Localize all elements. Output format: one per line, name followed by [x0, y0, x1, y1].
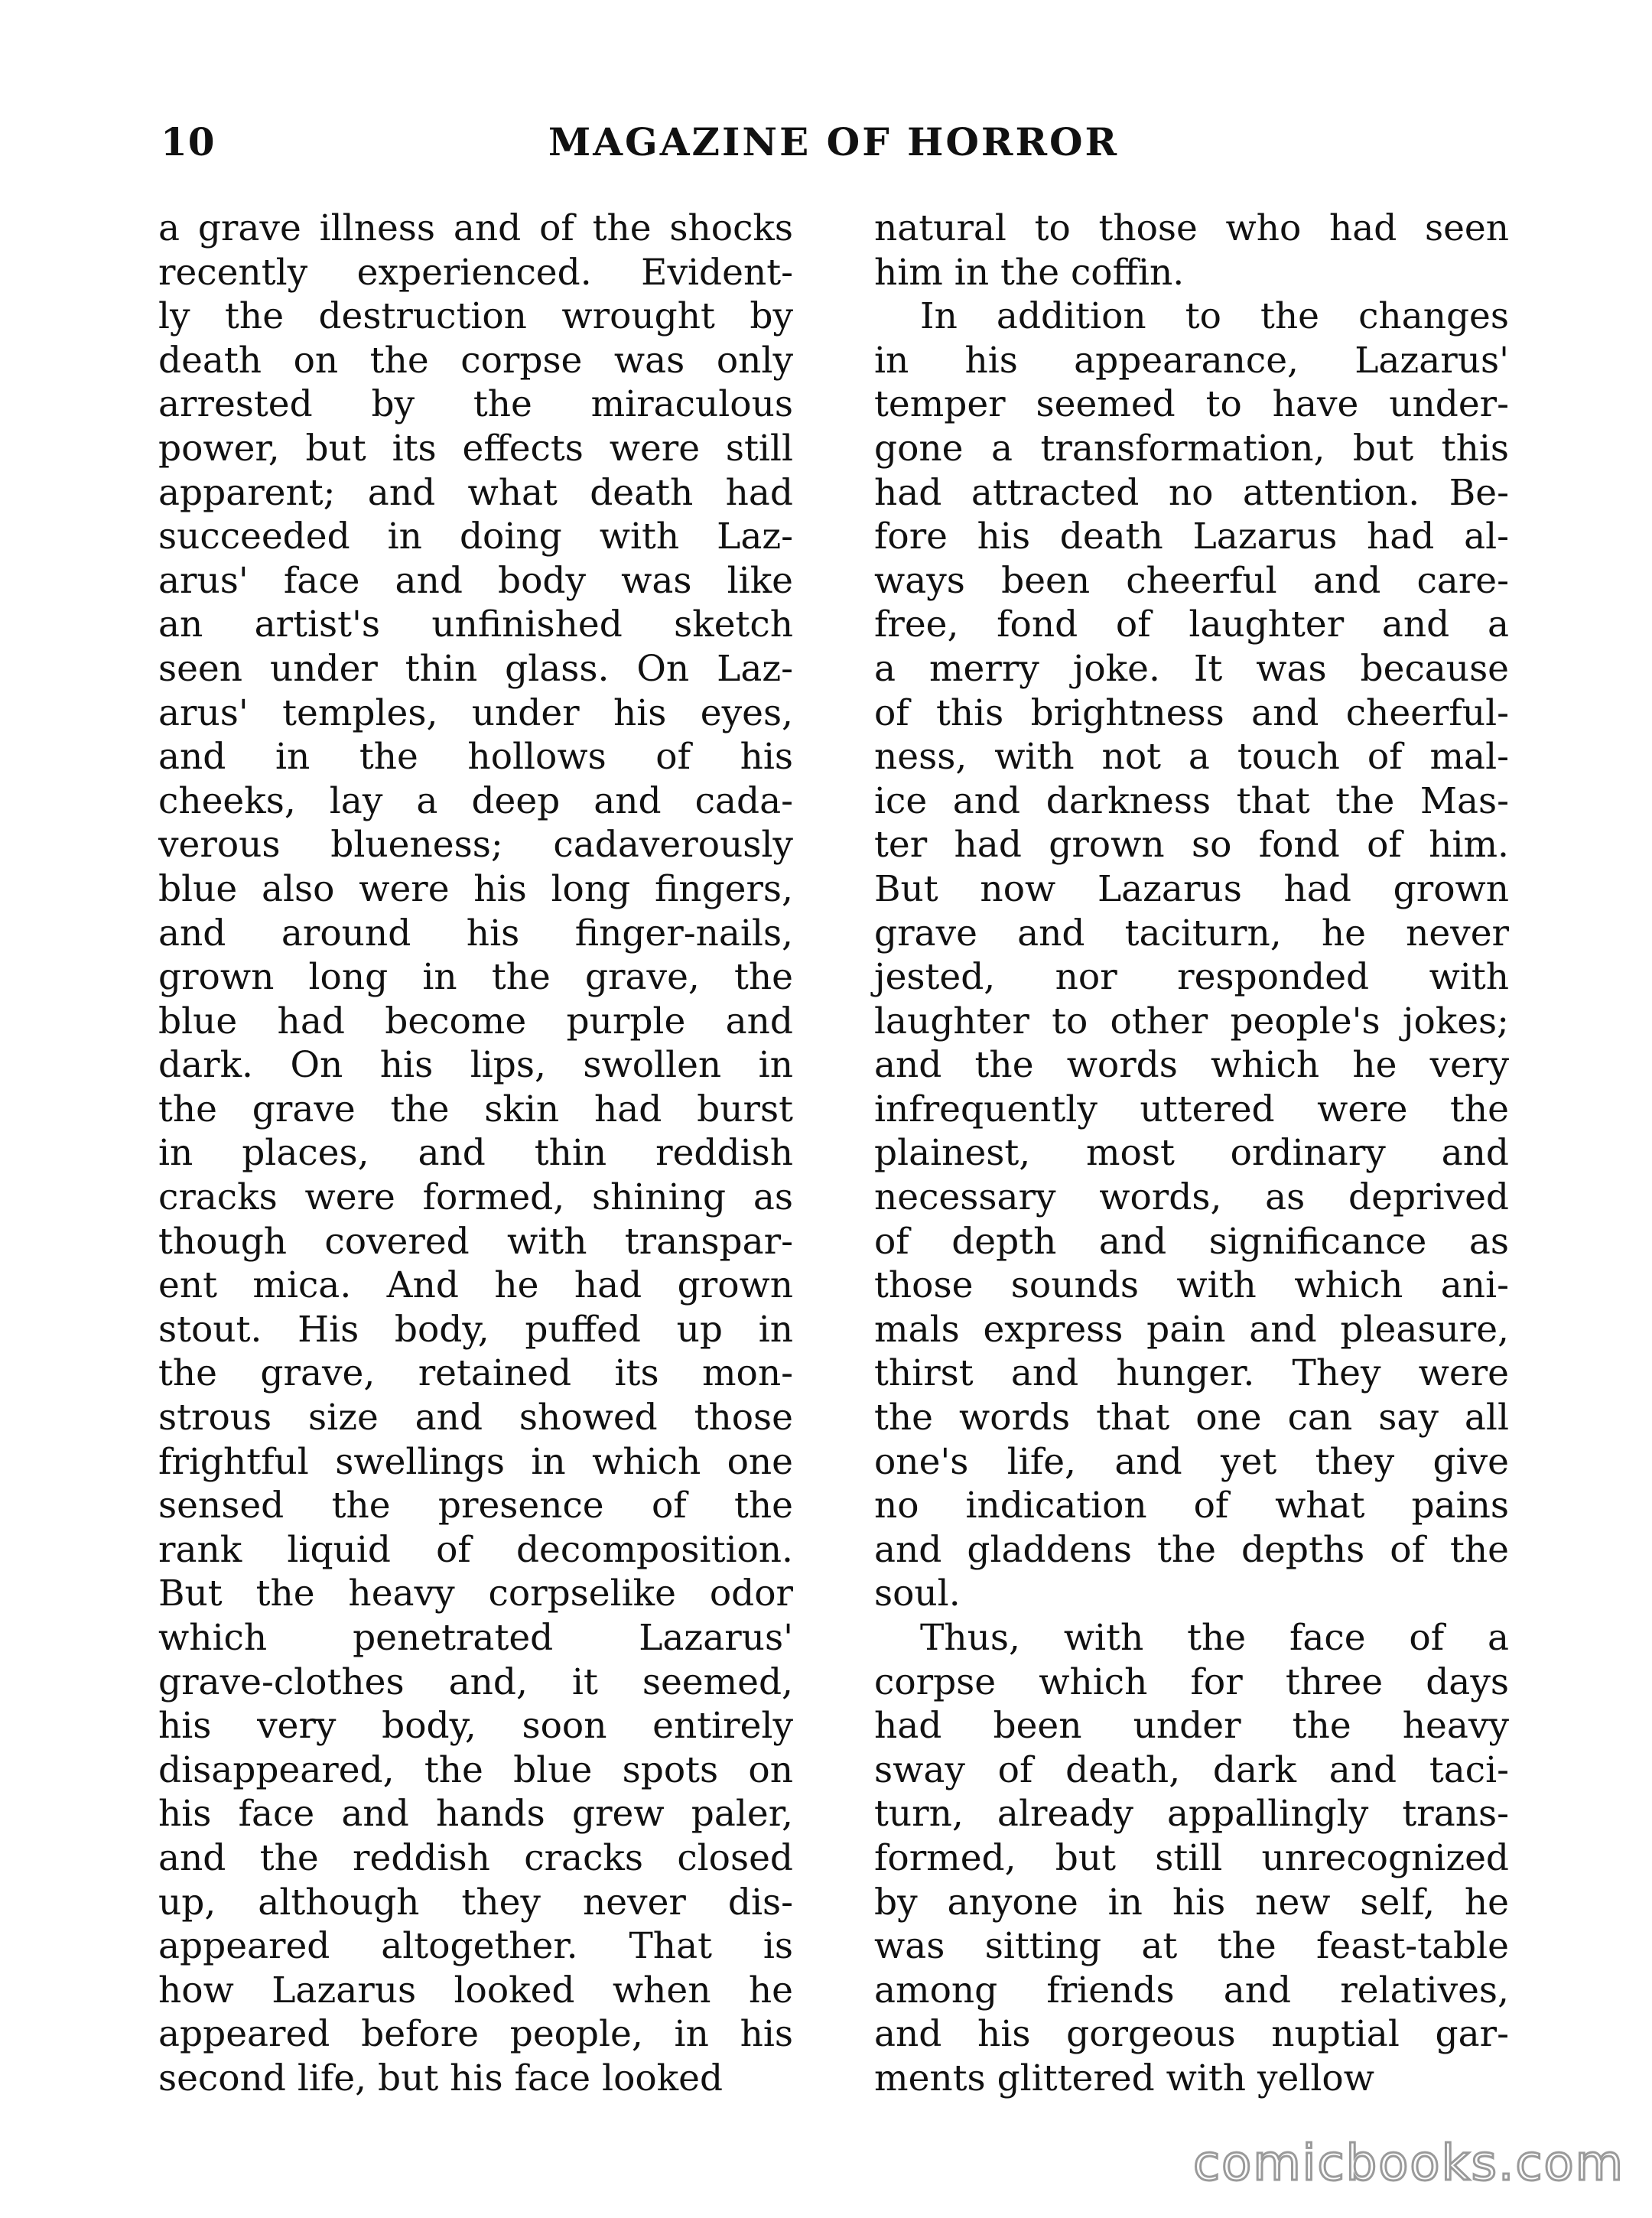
- text-line: no indication of what pains: [874, 1485, 1509, 1527]
- text-line: mals express pain and pleasure,: [874, 1308, 1509, 1351]
- text-line: and the words which he very: [874, 1044, 1509, 1087]
- text-line: had attracted no attention. Be-: [874, 471, 1509, 514]
- text-line: cracks were formed, shining as: [158, 1176, 793, 1219]
- text-line: seen under thin glass. On Laz-: [158, 647, 793, 690]
- text-line: grave and taciturn, he never: [874, 912, 1509, 955]
- text-line: the grave, retained its mon-: [158, 1352, 793, 1395]
- text-line: formed, but still unrecognized: [874, 1836, 1509, 1879]
- text-line: ly the destruction wrought by: [158, 295, 793, 338]
- text-line: disappeared, the blue spots on: [158, 1748, 793, 1791]
- text-line: blue had become purple and: [158, 1000, 793, 1042]
- text-line: his very body, soon entirely: [158, 1705, 793, 1748]
- text-line: the grave the skin had burst: [158, 1088, 793, 1130]
- text-line: plainest, most ordinary and: [874, 1132, 1509, 1175]
- text-line: laughter to other people's jokes;: [874, 1000, 1509, 1042]
- text-line: among friends and relatives,: [874, 1969, 1509, 2011]
- text-line: ments glittered with yellow: [874, 2057, 1374, 2099]
- text-line: rank liquid of decomposition.: [158, 1528, 793, 1571]
- text-line: by anyone in his new self, he: [874, 1881, 1509, 1924]
- text-line: appeared altogether. That is: [158, 1925, 793, 1968]
- text-line: ent mica. And he had grown: [158, 1264, 793, 1307]
- text-line: stout. His body, puffed up in: [158, 1308, 793, 1351]
- text-line: and the reddish cracks closed: [158, 1836, 793, 1879]
- text-line: arus' face and body was like: [158, 559, 793, 602]
- text-line: strous size and showed those: [158, 1397, 793, 1439]
- text-line: sensed the presence of the: [158, 1485, 793, 1527]
- text-line: recently experienced. Evident-: [158, 251, 793, 294]
- text-line: and gladdens the depths of the: [874, 1528, 1509, 1571]
- text-line: one's life, and yet they give: [874, 1440, 1509, 1483]
- text-line: of this brightness and cheerful-: [874, 691, 1509, 734]
- text-line: ways been cheerful and care-: [874, 559, 1509, 602]
- text-line: arrested by the miraculous: [158, 383, 793, 426]
- text-line: blue also were his long fingers,: [158, 867, 793, 910]
- text-line: was sitting at the feast-table: [874, 1925, 1509, 1968]
- watermark: comicbooks.com: [1192, 2135, 1624, 2192]
- text-line: fore his death Lazarus had al-: [874, 515, 1509, 558]
- text-line: apparent; and what death had: [158, 471, 793, 514]
- text-line: and around his finger-nails,: [158, 912, 793, 955]
- text-line: in places, and thin reddish: [158, 1132, 793, 1175]
- text-line: corpse which for three days: [874, 1660, 1509, 1703]
- text-line: had been under the heavy: [874, 1705, 1509, 1748]
- text-line: ice and darkness that the Mas-: [874, 779, 1509, 822]
- running-title: MAGAZINE OF HORROR: [548, 119, 1120, 164]
- text-line: gone a transformation, but this: [874, 427, 1509, 470]
- text-line: natural to those who had seen: [874, 207, 1509, 249]
- text-line: power, but its effects were still: [158, 427, 793, 470]
- text-line: cheeks, lay a deep and cada-: [158, 779, 793, 822]
- left-text-column: [158, 207, 793, 2101]
- text-line: But the heavy corpselike odor: [158, 1572, 793, 1615]
- text-line: an artist's unfinished sketch: [158, 603, 793, 646]
- text-line: the words that one can say all: [874, 1397, 1509, 1439]
- text-line: second life, but his face looked: [158, 2057, 724, 2099]
- page-number: 10: [161, 119, 216, 164]
- text-line: and his gorgeous nuptial gar-: [874, 2013, 1509, 2056]
- text-line: necessary words, as deprived: [874, 1176, 1509, 1219]
- text-line: grave-clothes and, it seemed,: [158, 1660, 793, 1703]
- text-line: him in the coffin.: [874, 251, 1185, 294]
- text-line: of depth and significance as: [874, 1220, 1509, 1263]
- text-line: though covered with transpar-: [158, 1220, 793, 1263]
- text-line: arus' temples, under his eyes,: [158, 691, 793, 734]
- text-line: up, although they never dis-: [158, 1881, 793, 1924]
- text-line: But now Lazarus had grown: [874, 867, 1509, 910]
- text-line: grown long in the grave, the: [158, 956, 793, 999]
- text-line: ness, with not a touch of mal-: [874, 736, 1509, 779]
- text-line: in his appearance, Lazarus': [874, 339, 1509, 382]
- text-line: a merry joke. It was because: [874, 647, 1509, 690]
- text-line: jested, nor responded with: [874, 956, 1509, 999]
- text-line: a grave illness and of the shocks: [158, 207, 793, 249]
- text-line: dark. On his lips, swollen in: [158, 1044, 793, 1087]
- right-text-column: [874, 207, 1509, 2101]
- text-line: succeeded in doing with Laz-: [158, 515, 793, 558]
- text-line: which penetrated Lazarus': [158, 1617, 793, 1659]
- text-line: turn, already appallingly trans-: [874, 1793, 1509, 1836]
- text-line: his face and hands grew paler,: [158, 1793, 793, 1836]
- text-line: ter had grown so fond of him.: [874, 824, 1509, 867]
- text-line: thirst and hunger. They were: [874, 1352, 1509, 1395]
- text-line: frightful swellings in which one: [158, 1440, 793, 1483]
- text-line: appeared before people, in his: [158, 2013, 793, 2056]
- text-line: verous blueness; cadaverously: [158, 824, 793, 867]
- text-line: how Lazarus looked when he: [158, 1969, 793, 2011]
- page-header: [161, 119, 1507, 173]
- text-line: In addition to the changes: [920, 295, 1509, 338]
- text-line: and in the hollows of his: [158, 736, 793, 779]
- text-line: Thus, with the face of a: [920, 1617, 1509, 1659]
- text-line: infrequently uttered were the: [874, 1088, 1509, 1130]
- text-line: sway of death, dark and taci-: [874, 1748, 1509, 1791]
- text-line: free, fond of laughter and a: [874, 603, 1509, 646]
- text-line: soul.: [874, 1572, 961, 1615]
- text-line: death on the corpse was only: [158, 339, 793, 382]
- text-line: those sounds with which ani-: [874, 1264, 1509, 1307]
- text-line: temper seemed to have under-: [874, 383, 1509, 426]
